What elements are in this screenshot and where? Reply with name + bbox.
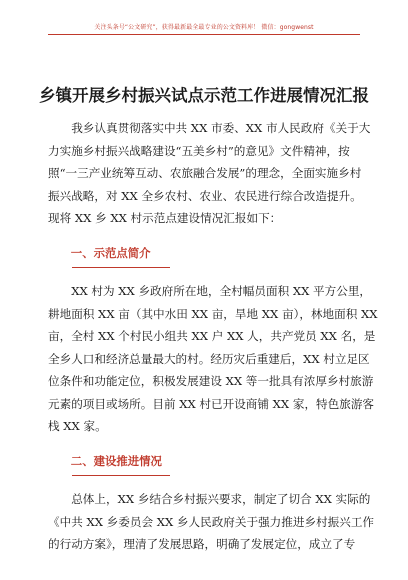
section-heading-underline	[72, 267, 170, 268]
section-line: XX 村为 XX 乡政府所在地，全村幅员面积 XX 平方公里，	[71, 284, 372, 298]
section-line: 的行动方案》，理清了发展思路，明确了发展定位，成立了专	[48, 537, 356, 551]
section-line: 位条件和功能定位，积极发展建设 XX 等一批具有浓厚乡村旅游	[48, 374, 374, 388]
intro-line: 我乡认真贯彻落实中共 XX 市委、XX 市人民政府《关于大	[71, 121, 371, 135]
intro-paragraph	[48, 117, 371, 230]
intro-line: 现将 XX 乡 XX 村示范点建设情况汇报如下：	[48, 211, 282, 225]
section-line: 亩，全村 XX 个村民小组共 XX 户 XX 人，共产党员 XX 名，是	[48, 329, 376, 343]
section-heading-text: 一、示范点简介	[70, 245, 151, 260]
intro-line: 力实施乡村振兴战略建设“五美乡村”的意见》文件精神，按	[48, 143, 350, 158]
section-paragraph	[48, 488, 375, 556]
section-heading	[48, 242, 360, 269]
document-title: 乡镇开展乡村振兴试点示范工作进展情况汇报	[39, 86, 369, 105]
section-paragraph	[48, 280, 378, 438]
section-heading	[48, 450, 360, 477]
intro-line: 振兴战略，对 XX 全乡农村、农业、农民进行综合改造提升。	[48, 188, 362, 203]
section-line: 元素的项目或场所。目前 XX 村已开设商铺 XX 家，特色旅游客	[48, 396, 375, 411]
header-banner: 关注头条号“公文研究”，获得最新最全最专业的公文资料库！ 微信：gongwenst	[94, 24, 314, 31]
section-line: 耕地面积 XX 亩（其中水田 XX 亩，旱地 XX 亩），林地面积 XX	[48, 306, 378, 321]
intro-line: 照“一三产业统筹互动、农旅融合发展”的理念，全面实施乡村	[48, 166, 362, 180]
header-divider	[48, 34, 360, 35]
section-line: 全乡人口和经济总量最大的村。经历灾后重建后，XX 村立足区	[48, 351, 370, 366]
section-heading-text: 二、建设推进情况	[70, 453, 162, 468]
section-heading-underline	[72, 475, 170, 476]
document-body	[48, 117, 378, 556]
section-line: 总体上，XX 乡结合乡村振兴要求，制定了切合 XX 实际的	[71, 492, 371, 506]
section-line: 《中共 XX 乡委员会 XX 乡人民政府关于强力推进乡村振兴工作	[48, 514, 375, 529]
section-line: 栈 XX 家。	[48, 419, 107, 433]
